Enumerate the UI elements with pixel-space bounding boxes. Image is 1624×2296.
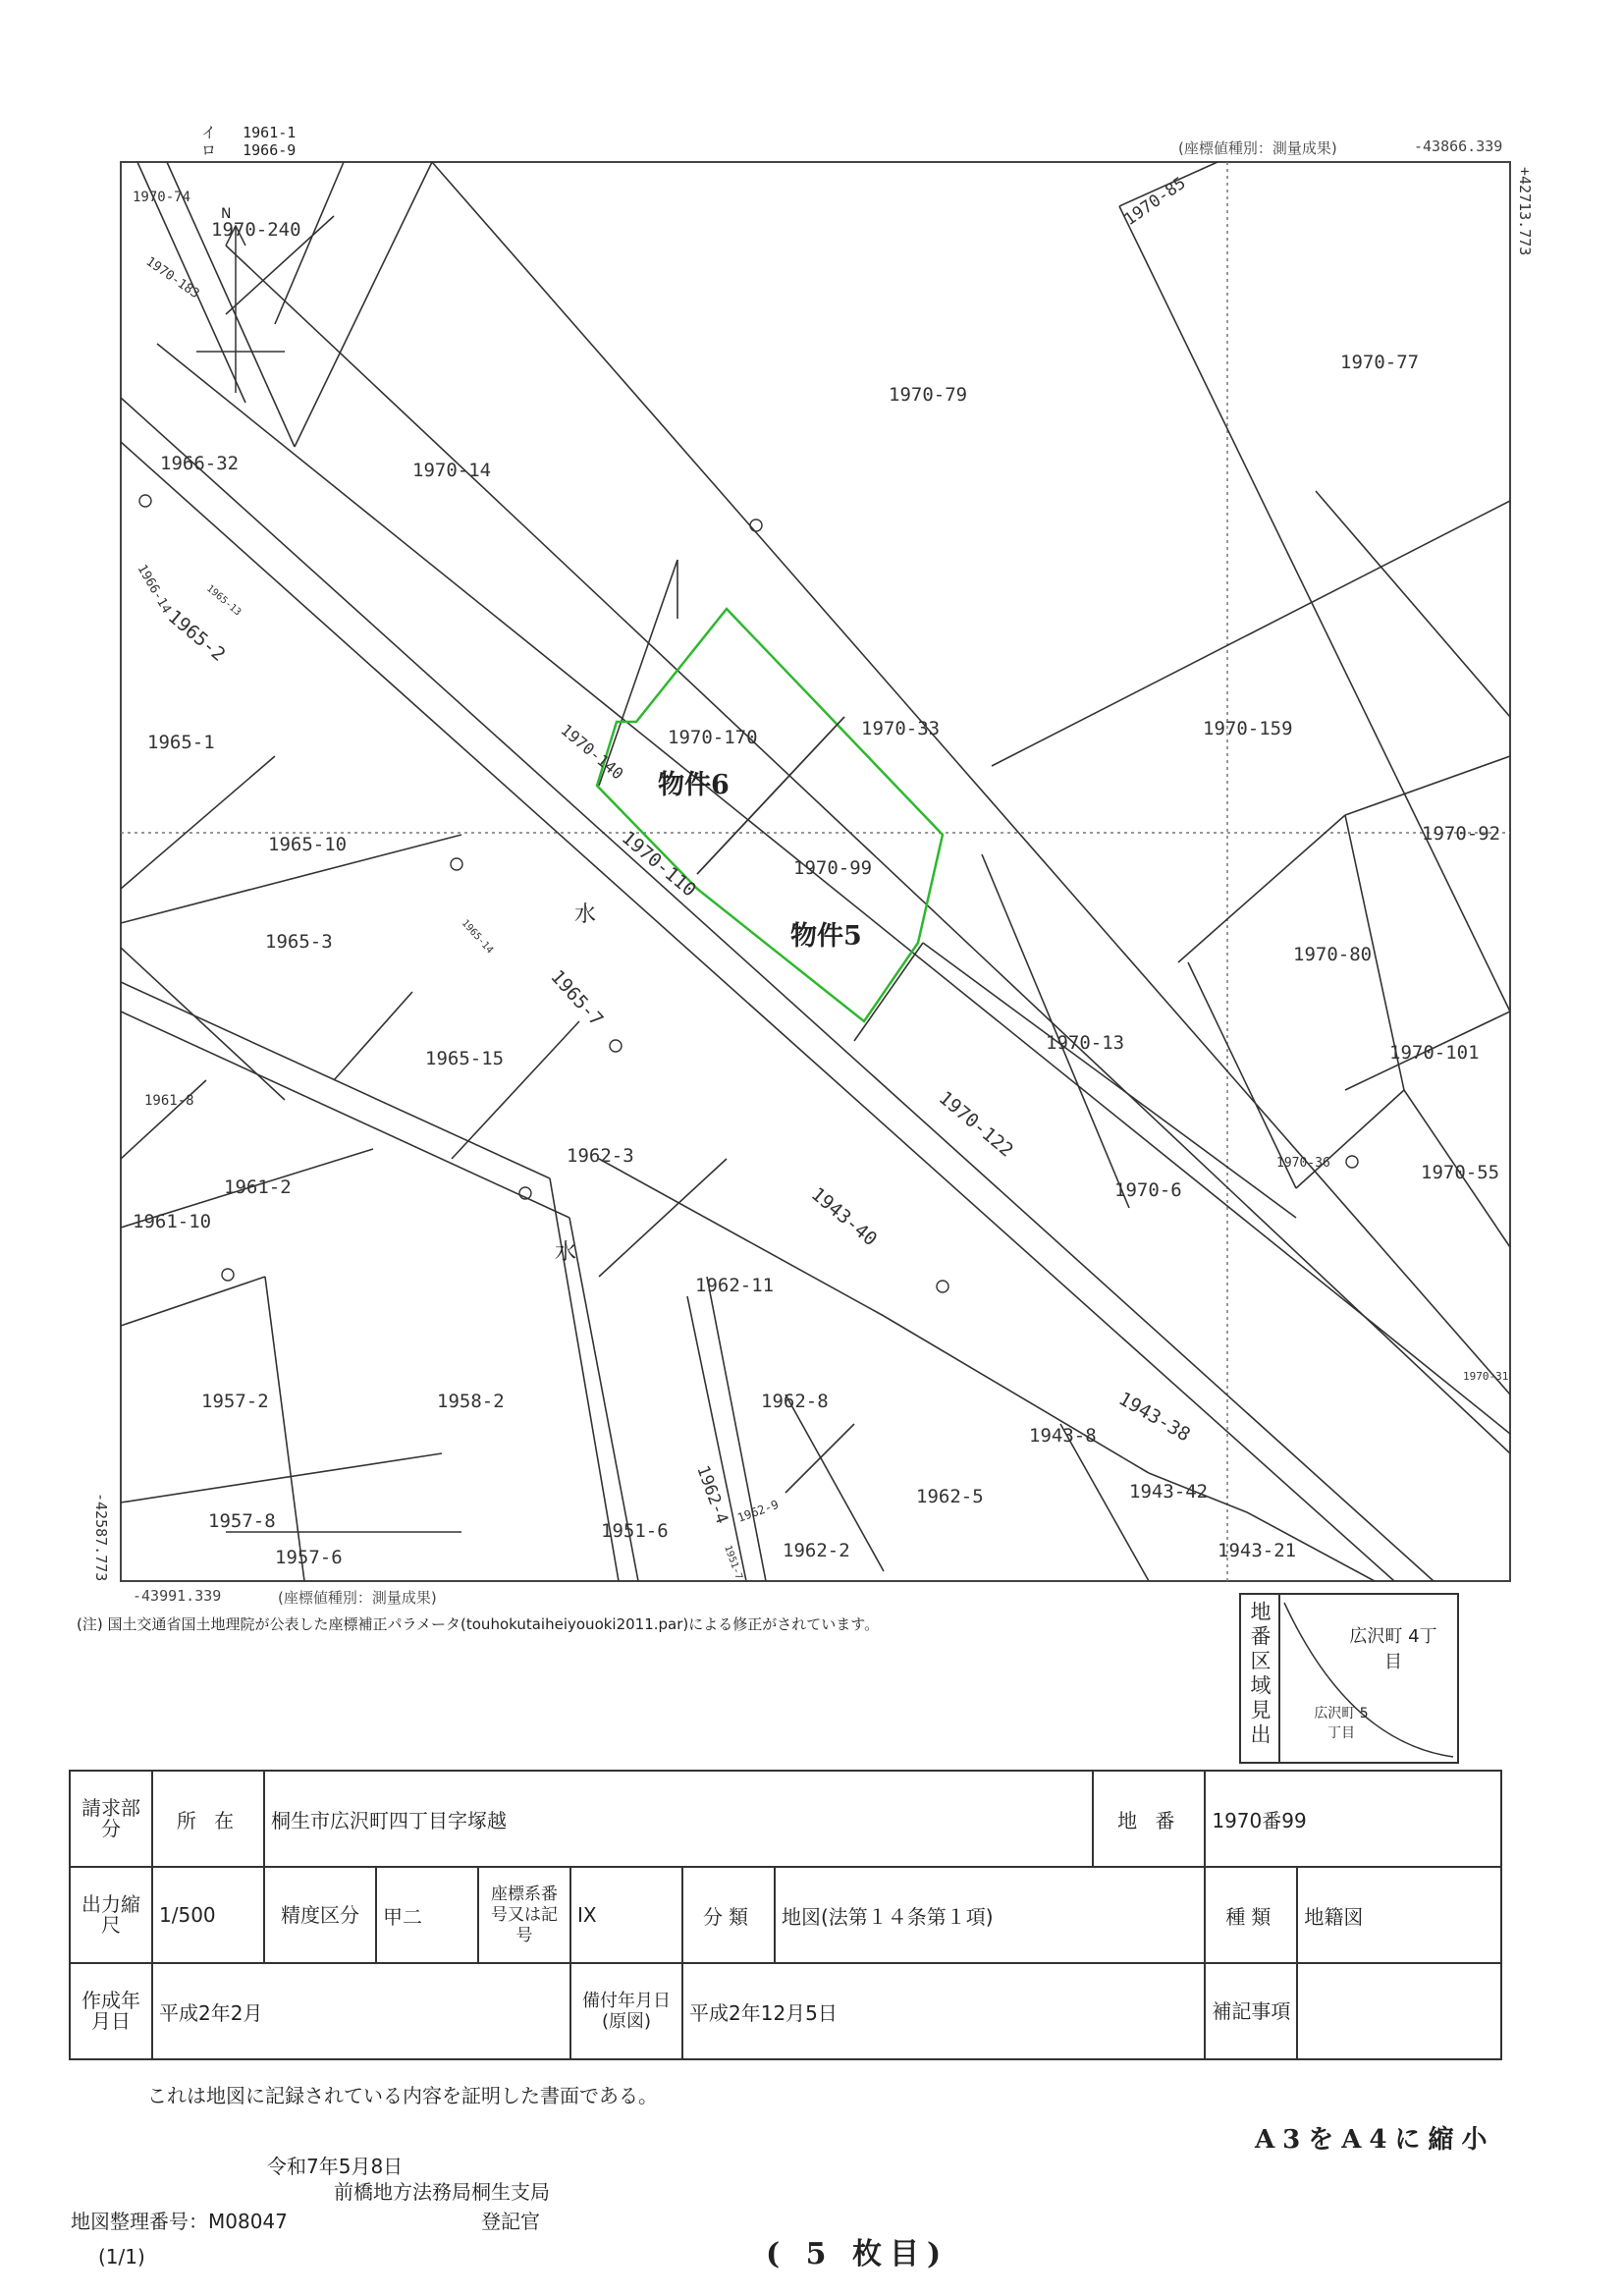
remarks-label: 補記事項 [1205,1963,1297,2059]
page-count: (1/1) [98,2245,145,2269]
req-label: 請求部分 [70,1771,152,1867]
parcel-label: 1970-13 [1046,1032,1125,1054]
scale-label: 出力縮尺 [70,1867,152,1963]
scale-value: 1/500 [152,1867,264,1963]
correction-note: (注) 国土交通省国土地理院が公表した座標補正パラメータ(touhokutaiheiyouoki2011.par)による修正がされています。 [77,1615,880,1633]
reduce-note: A3をA4に縮小 [1255,2125,1495,2155]
parcel-label: 1965-7 [546,965,608,1031]
zone-index-box [1239,1593,1459,1764]
class-label: 分類 [682,1867,775,1963]
coord-top-right: -43866.339 [1414,137,1503,155]
parcel-label: 1970-33 [861,718,941,739]
parcel-label: 1970-99 [793,857,873,879]
certification: これは地図に記録されている内容を証明した書面である。 [147,2084,658,2107]
parcel-label: 1970-14 [412,460,492,481]
parcel-label: 1943-21 [1218,1540,1297,1561]
parcel-label: 1965-15 [425,1048,505,1069]
coord-type-bottom: (座標値種別：測量成果) [278,1589,437,1607]
location-value: 桐生市広沢町四丁目字塚越 [264,1771,1093,1867]
survey-markers [139,495,1358,1292]
parcel-label: 1962-9 [735,1497,781,1525]
map-number: 地図整理番号：M08047 [71,2210,288,2233]
parcel-label: 1970-55 [1421,1162,1500,1183]
parcel-label: 1943-42 [1129,1481,1209,1503]
cert-date: 令和7年5月8日 [267,2155,404,2178]
parcel-label: 1970-159 [1203,718,1293,739]
parcel-label: 1970-80 [1293,944,1373,965]
parcel-label: 1970-79 [889,384,968,406]
class-value: 地図(法第１４条第１項) [775,1867,1205,1963]
kind-value: 地籍図 [1297,1867,1501,1963]
precision-label: 精度区分 [264,1867,376,1963]
equip-value: 平成2年12月5日 [682,1963,1205,2059]
parcel-label: 1965-2 [163,605,230,666]
parcel-labels [133,174,1508,1581]
sheet-number: ( 5 枚目) [766,2237,949,2271]
coord-right: +42713.773 [1516,167,1534,256]
parcel-label: 1970-240 [211,219,301,241]
remarks-value [1297,1963,1501,2059]
parcel-label: 1957-8 [208,1510,276,1532]
zone-upper: 広沢町 4丁目 [1349,1626,1437,1672]
parcel-label: 1965-1 [147,732,215,753]
parcel-label: 1951-7 [722,1544,744,1581]
parcel-label: 1962-11 [695,1275,775,1296]
registrar: 登記官 [481,2210,540,2233]
parcel-label: 1970-77 [1340,352,1420,373]
water-label-1: 水 [574,902,597,927]
parcel-label: 1970-110 [617,826,701,902]
equip-label: 備付年月日(原図) [570,1963,682,2059]
parcel-label: 1965-13 [204,582,244,619]
parcel-label: 1970-36 [1276,1156,1330,1171]
coord-left: -42587.773 [92,1493,110,1582]
parcel-label: 1958-2 [437,1391,505,1412]
parcel-label: 1951-6 [601,1520,669,1542]
north-arrow [196,226,285,393]
subject-property-outline [597,609,943,1021]
parcel-label: 1943-40 [806,1182,882,1251]
parcel-label: 1962-2 [783,1540,850,1561]
parcel-label: 1970-6 [1114,1179,1182,1201]
precision-value: 甲二 [376,1867,478,1963]
parcel-label: 1965-3 [265,931,333,953]
parcel-label: 1961-2 [224,1176,292,1198]
parcel-label: 1970-140 [557,720,627,784]
parcel-label: 1970-183 [142,253,202,302]
parcel-label: 1961-10 [133,1211,212,1232]
cert-office: 前橋地方法務局桐生支局 [334,2180,550,2204]
parcel-label: 1965-10 [268,834,348,855]
parcel-label: 1970-170 [668,727,758,748]
parcel-label: 1962-5 [916,1486,984,1507]
parcel-label: 1965-14 [459,917,496,957]
info-table [69,1770,1502,2060]
zone-title-cell [1241,1595,1280,1762]
parcel-label: 1957-6 [275,1547,343,1568]
parcel-label: 1970-74 [133,190,191,205]
parcel-label: 1970-92 [1422,823,1501,845]
property6-label: 物件6 [658,770,730,800]
parcel-label: 1966-32 [160,453,240,474]
location-label: 所 在 [152,1771,264,1867]
water-label-2: 水 [555,1240,577,1265]
parcel-label: 1966-14 [134,562,174,617]
parcel-label: 1970-85 [1120,173,1190,231]
legend-i: イ 1961-1 [201,124,297,141]
coord-label: 座標系番号又は記号 [478,1867,570,1963]
parcel-label: 1970-122 [934,1086,1018,1162]
parcel-label: 1962-3 [567,1145,634,1167]
lot-label: 地 番 [1093,1771,1205,1867]
kind-label: 種類 [1205,1867,1297,1963]
zone-lower: 広沢町 5丁目 [1314,1706,1369,1741]
parcel-label: 1943-38 [1114,1388,1194,1447]
parcel-label: 1957-2 [201,1391,269,1412]
zone-title: 地番区域見出 [1248,1601,1272,1748]
coord-bottom-left: -43991.339 [133,1587,222,1605]
lot-value: 1970番99 [1205,1771,1501,1867]
property5-label: 物件5 [790,921,862,952]
north-label: N [221,206,232,222]
parcel-label: 1970-101 [1389,1042,1480,1064]
coord-type-top: (座標値種別：測量成果) [1178,139,1337,157]
parcel-label: 1970-31 [1463,1370,1509,1383]
made-label: 作成年月日 [70,1963,152,2059]
coord-value: IX [570,1867,682,1963]
parcel-label: 1962-4 [692,1462,732,1527]
parcel-label: 1943-8 [1029,1425,1097,1447]
parcel-label: 1961-8 [144,1093,194,1109]
parcel-label: 1962-8 [761,1391,829,1412]
made-value: 平成2年2月 [152,1963,570,2059]
legend-ro: ロ 1966-9 [201,141,297,159]
